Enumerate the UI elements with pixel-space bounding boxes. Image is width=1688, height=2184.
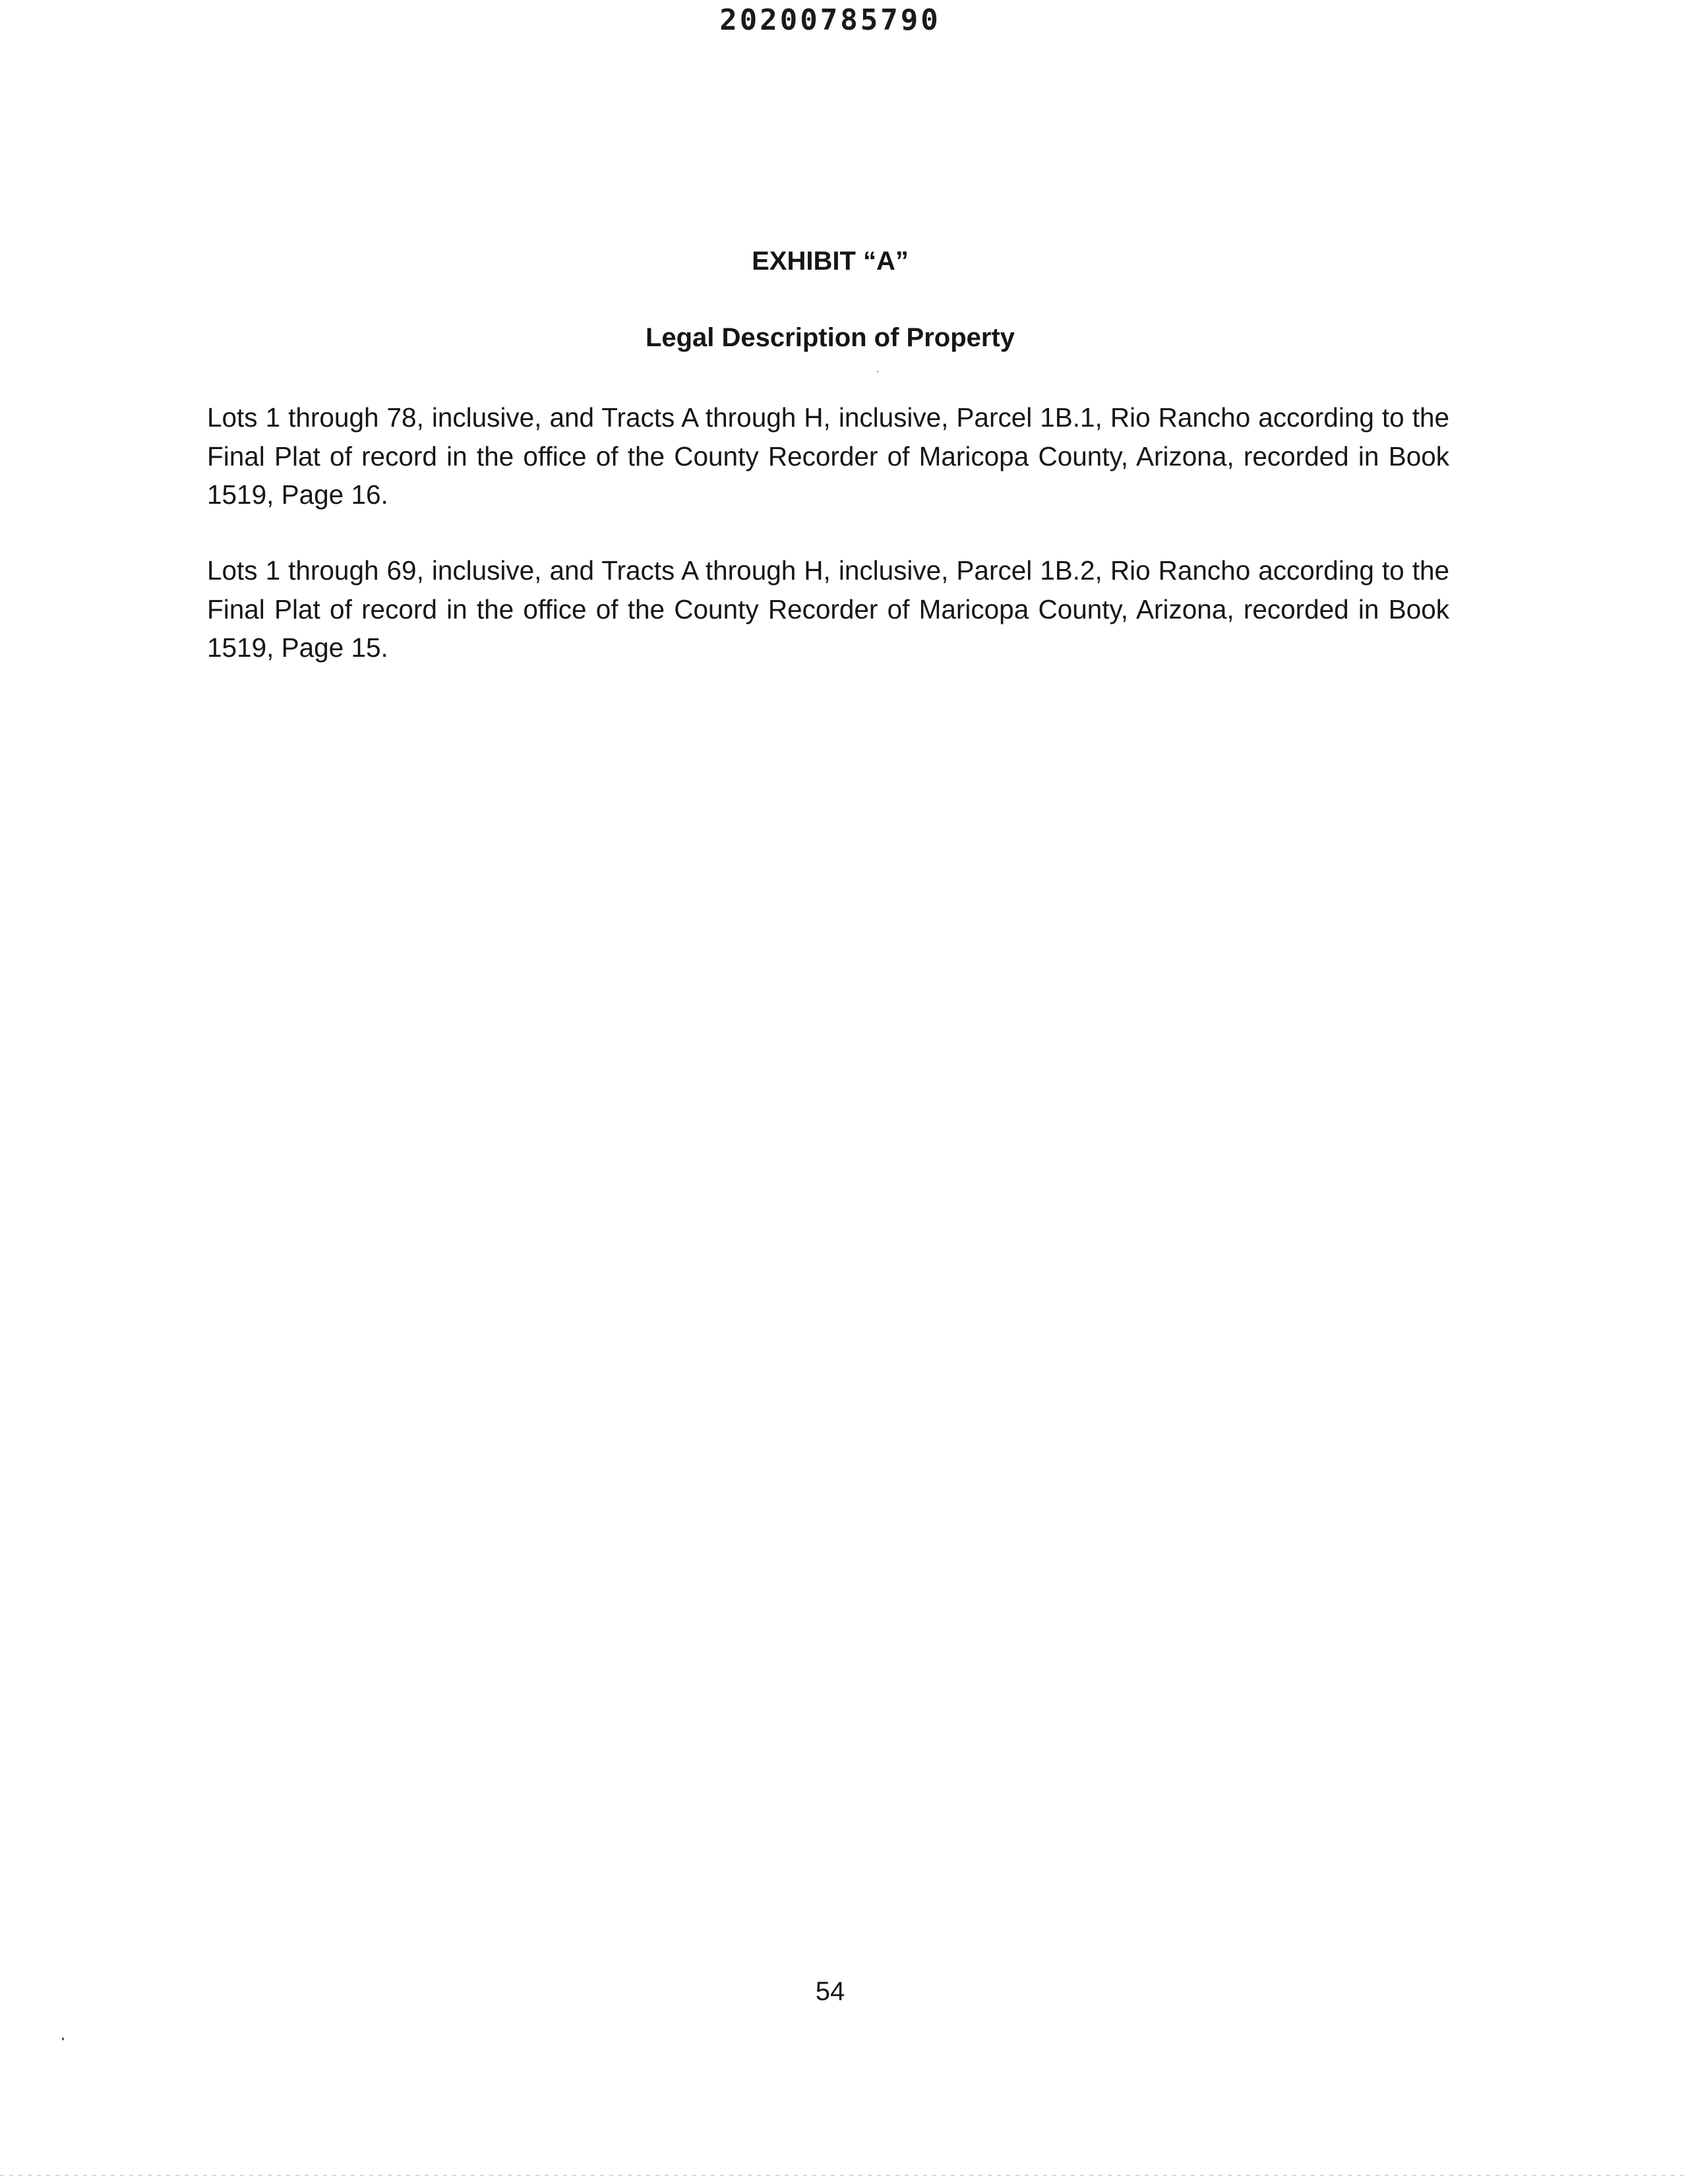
recording-number: 20200785790 — [719, 3, 941, 37]
exhibit-subtitle: Legal Description of Property — [645, 323, 1015, 352]
scan-speck — [62, 2038, 64, 2040]
page-number: 54 — [815, 1977, 845, 2006]
legal-description-paragraph-2: Lots 1 through 69, inclusive, and Tracts A through H, inclusive, Parcel 1B.2, Rio Rancho according to the Final Plat of record in the office of the County Recorder of Maricopa County, Arizona, recorded in Book 1519, Page 15. — [207, 555, 1449, 663]
legal-description-paragraph-1: Lots 1 through 78, inclusive, and Tracts A through H, inclusive, Parcel 1B.1, Rio Rancho according to the Final Plat of record in the office of the County Recorder of Maricopa County, Arizona, recorded in Book 1519, Page 16. — [207, 402, 1449, 510]
scan-edge-artifact — [0, 2175, 1688, 2176]
exhibit-title: EXHIBIT “A” — [752, 247, 909, 276]
scan-speck — [877, 371, 878, 373]
